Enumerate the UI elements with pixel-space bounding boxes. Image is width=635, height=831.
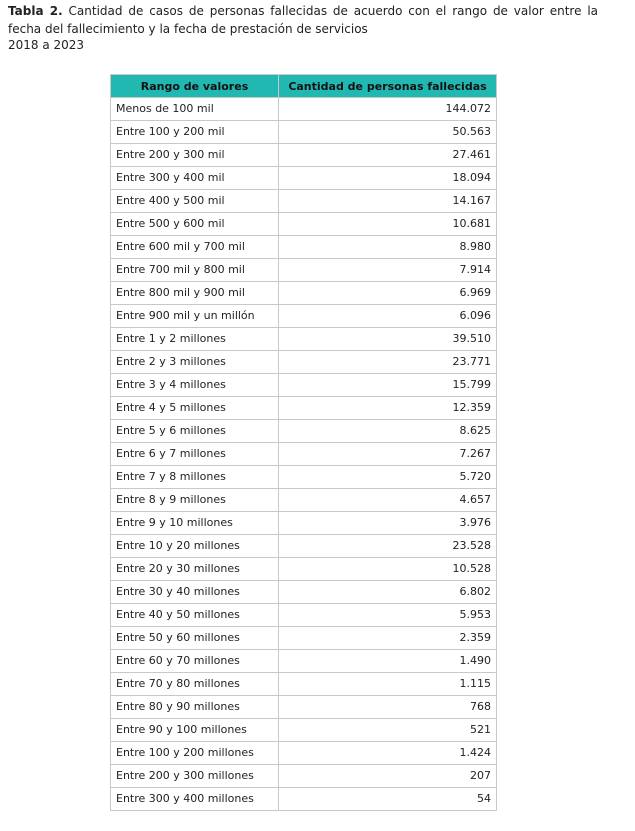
count-cell: 7.914	[279, 259, 497, 282]
count-cell: 2.359	[279, 627, 497, 650]
count-cell: 4.657	[279, 489, 497, 512]
table-row	[111, 282, 497, 305]
count-cell: 521	[279, 719, 497, 742]
count-cell: 6.802	[279, 581, 497, 604]
table-row	[111, 765, 497, 788]
table-row	[111, 673, 497, 696]
table-row	[111, 351, 497, 374]
table-row	[111, 420, 497, 443]
count-cell: 1.490	[279, 650, 497, 673]
range-cell: Entre 300 y 400 millones	[111, 788, 279, 811]
range-cell: Entre 50 y 60 millones	[111, 627, 279, 650]
data-table	[110, 74, 497, 811]
table-row	[111, 236, 497, 259]
range-cell: Entre 20 y 30 millones	[111, 558, 279, 581]
table-row	[111, 627, 497, 650]
count-cell: 54	[279, 788, 497, 811]
count-cell: 6.096	[279, 305, 497, 328]
table-row	[111, 535, 497, 558]
table-row	[111, 213, 497, 236]
range-cell: Entre 70 y 80 millones	[111, 673, 279, 696]
count-cell: 1.424	[279, 742, 497, 765]
range-cell: Entre 400 y 500 mil	[111, 190, 279, 213]
count-cell: 5.953	[279, 604, 497, 627]
count-cell: 50.563	[279, 121, 497, 144]
table-row	[111, 374, 497, 397]
range-cell: Menos de 100 mil	[111, 98, 279, 121]
table-row	[111, 696, 497, 719]
range-cell: Entre 100 y 200 millones	[111, 742, 279, 765]
range-cell: Entre 30 y 40 millones	[111, 581, 279, 604]
table-row	[111, 742, 497, 765]
range-cell: Entre 600 mil y 700 mil	[111, 236, 279, 259]
range-cell: Entre 9 y 10 millones	[111, 512, 279, 535]
table-row	[111, 328, 497, 351]
count-cell: 207	[279, 765, 497, 788]
table-row	[111, 581, 497, 604]
range-cell: Entre 10 y 20 millones	[111, 535, 279, 558]
table-row	[111, 788, 497, 811]
table-row	[111, 489, 497, 512]
table-row	[111, 558, 497, 581]
range-cell: Entre 700 mil y 800 mil	[111, 259, 279, 282]
table-row	[111, 443, 497, 466]
count-cell: 1.115	[279, 673, 497, 696]
count-cell: 18.094	[279, 167, 497, 190]
table-row	[111, 167, 497, 190]
table-row	[111, 466, 497, 489]
count-cell: 27.461	[279, 144, 497, 167]
range-cell: Entre 90 y 100 millones	[111, 719, 279, 742]
table-row	[111, 650, 497, 673]
table-row	[111, 259, 497, 282]
count-cell: 10.681	[279, 213, 497, 236]
table-row	[111, 98, 497, 121]
range-cell: Entre 100 y 200 mil	[111, 121, 279, 144]
table-row	[111, 512, 497, 535]
range-cell: Entre 200 y 300 millones	[111, 765, 279, 788]
count-cell: 7.267	[279, 443, 497, 466]
range-cell: Entre 40 y 50 millones	[111, 604, 279, 627]
count-cell: 6.969	[279, 282, 497, 305]
table-row	[111, 604, 497, 627]
header-count: Cantidad de personas fallecidas	[279, 75, 497, 98]
range-cell: Entre 500 y 600 mil	[111, 213, 279, 236]
range-cell: Entre 6 y 7 millones	[111, 443, 279, 466]
table-body	[111, 98, 497, 811]
table-row	[111, 397, 497, 420]
caption-label: Tabla 2.	[8, 4, 63, 18]
table-row	[111, 144, 497, 167]
table-caption	[8, 2, 598, 38]
count-cell: 12.359	[279, 397, 497, 420]
range-cell: Entre 200 y 300 mil	[111, 144, 279, 167]
count-cell: 39.510	[279, 328, 497, 351]
header-range: Rango de valores	[111, 75, 279, 98]
table-header-row	[111, 75, 497, 98]
range-cell: Entre 4 y 5 millones	[111, 397, 279, 420]
range-cell: Entre 8 y 9 millones	[111, 489, 279, 512]
count-cell: 768	[279, 696, 497, 719]
count-cell: 144.072	[279, 98, 497, 121]
count-cell: 8.980	[279, 236, 497, 259]
count-cell: 3.976	[279, 512, 497, 535]
range-cell: Entre 300 y 400 mil	[111, 167, 279, 190]
count-cell: 23.528	[279, 535, 497, 558]
count-cell: 14.167	[279, 190, 497, 213]
count-cell: 8.625	[279, 420, 497, 443]
count-cell: 5.720	[279, 466, 497, 489]
count-cell: 10.528	[279, 558, 497, 581]
range-cell: Entre 5 y 6 millones	[111, 420, 279, 443]
range-cell: Entre 80 y 90 millones	[111, 696, 279, 719]
table-row	[111, 719, 497, 742]
range-cell: Entre 60 y 70 millones	[111, 650, 279, 673]
count-cell: 23.771	[279, 351, 497, 374]
range-cell: Entre 800 mil y 900 mil	[111, 282, 279, 305]
table-row	[111, 121, 497, 144]
range-cell: Entre 900 mil y un millón	[111, 305, 279, 328]
range-cell: Entre 7 y 8 millones	[111, 466, 279, 489]
range-cell: Entre 2 y 3 millones	[111, 351, 279, 374]
range-cell: Entre 1 y 2 millones	[111, 328, 279, 351]
caption-text: Cantidad de casos de personas fallecidas de acuerdo con el rango de valor entre la fecha del fallecimiento y la fecha de prestación de servicios	[8, 4, 599, 36]
caption-period: 2018 a 2023	[8, 38, 85, 52]
range-cell: Entre 3 y 4 millones	[111, 374, 279, 397]
table-row	[111, 305, 497, 328]
table-row	[111, 190, 497, 213]
count-cell: 15.799	[279, 374, 497, 397]
